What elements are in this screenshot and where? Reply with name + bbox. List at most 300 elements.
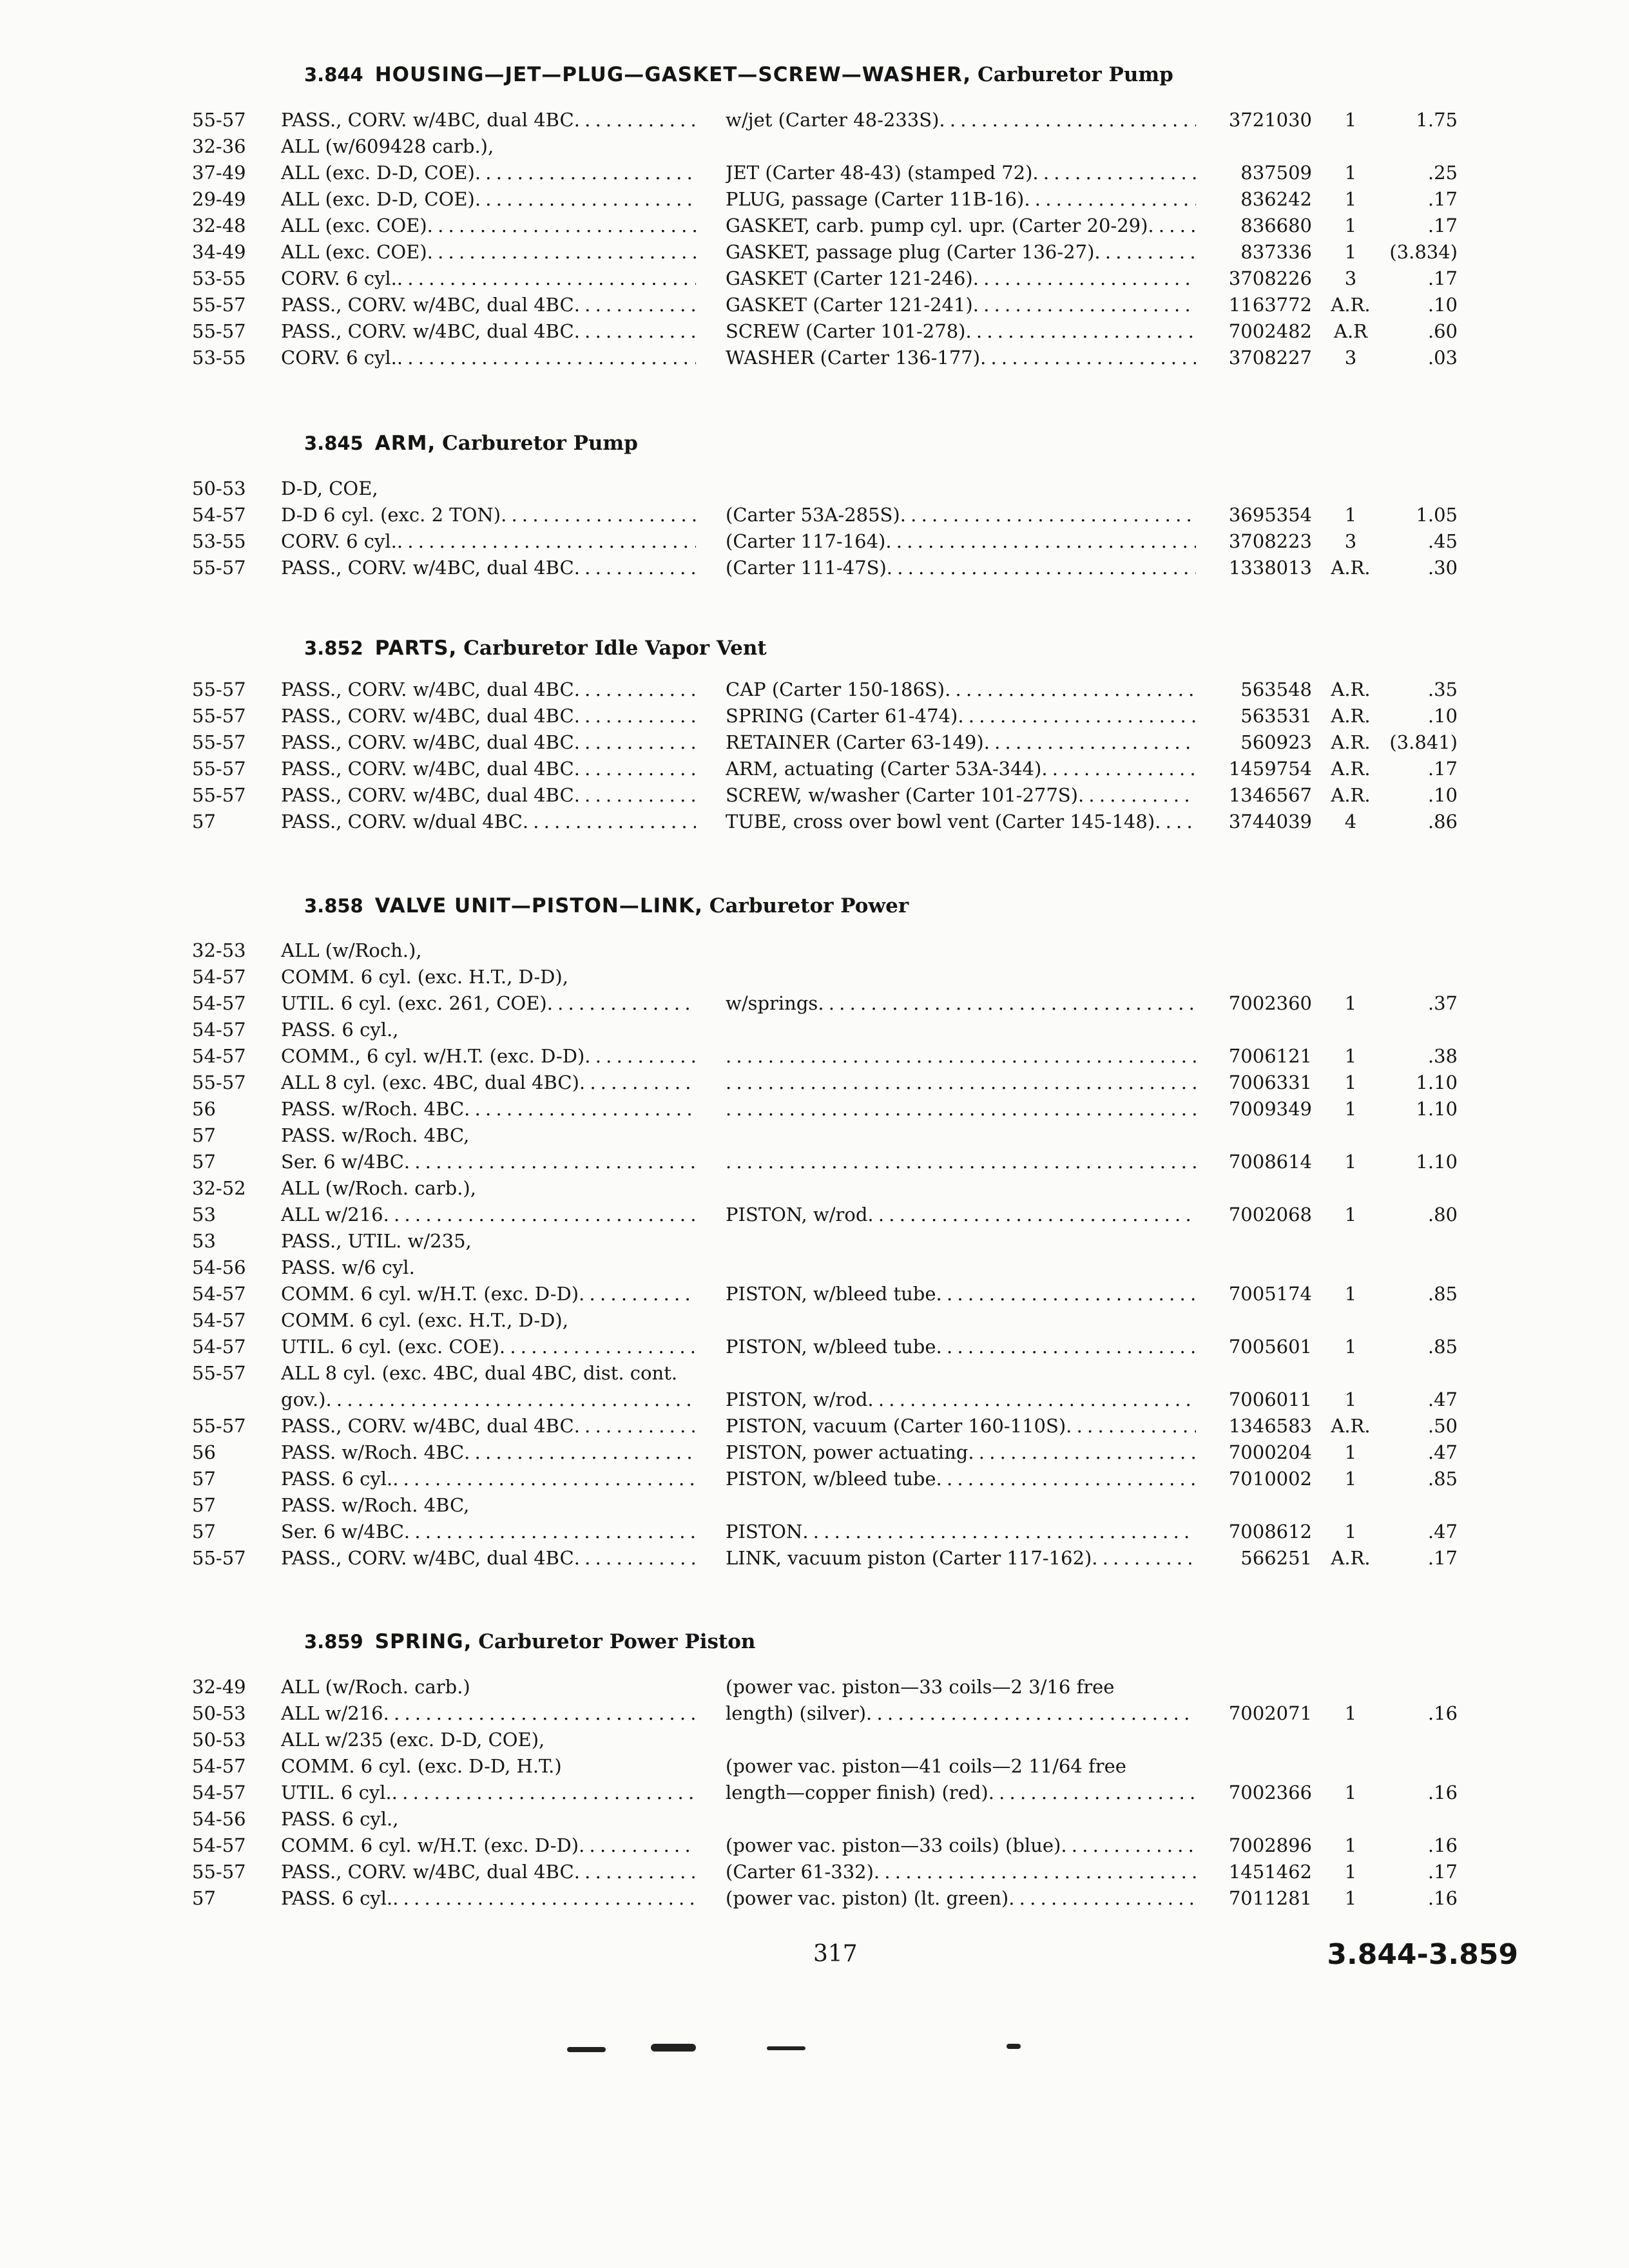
application-text: ALL (exc. COE) <box>281 241 427 263</box>
application-text: COMM. 6 cyl. w/H.T. (exc. D-D) <box>281 1834 579 1856</box>
model-years: 53 <box>192 1230 216 1252</box>
quantity: 1 <box>1344 1441 1357 1463</box>
scan-mark <box>567 2047 606 2052</box>
description <box>726 107 1196 133</box>
table-row <box>0 1281 1629 1307</box>
description <box>726 1859 1196 1885</box>
price: 1.10 <box>1416 1072 1458 1093</box>
price: .45 <box>1427 530 1458 552</box>
price: .17 <box>1427 215 1458 236</box>
application: ALL (w/Roch.), <box>281 939 422 961</box>
part-number: 7002071 <box>1228 1702 1312 1724</box>
description-text: LINK, vacuum piston (Carter 117-162) <box>726 1547 1092 1569</box>
price: .16 <box>1427 1834 1458 1856</box>
leader-dots <box>464 1096 696 1122</box>
application <box>281 186 696 213</box>
description-text: SPRING (Carter 61-474) <box>726 705 958 727</box>
part-number: 1451462 <box>1228 1861 1312 1883</box>
quantity: 1 <box>1344 1834 1357 1856</box>
description <box>726 1281 1196 1307</box>
application-text: Ser. 6 w/4BC <box>281 1151 404 1173</box>
leader-dots <box>579 1070 696 1096</box>
model-years: 54-57 <box>192 1309 246 1331</box>
parts-table <box>0 677 1629 835</box>
quantity: 1 <box>1344 992 1357 1014</box>
description-text: GASKET (Carter 121-241) <box>726 294 973 316</box>
table-row <box>0 1175 1629 1202</box>
model-years: 55-57 <box>192 109 246 131</box>
section-number: 3.858 <box>304 895 363 917</box>
price: .17 <box>1427 758 1458 780</box>
application <box>281 160 696 186</box>
quantity: A.R. <box>1331 557 1371 579</box>
description <box>726 528 1196 555</box>
table-row <box>0 1360 1629 1387</box>
leader-dots <box>1066 1413 1196 1439</box>
price: 1.10 <box>1416 1098 1458 1120</box>
description <box>726 1700 1196 1727</box>
price: .50 <box>1427 1415 1458 1437</box>
leader-dots <box>574 1545 696 1571</box>
price: .38 <box>1427 1045 1458 1067</box>
description <box>726 1202 1196 1228</box>
table-row <box>0 1070 1629 1096</box>
quantity: A.R <box>1334 320 1367 342</box>
part-number: 7006011 <box>1228 1389 1312 1410</box>
application-text: PASS. 6 cyl. <box>281 1468 393 1490</box>
table-row <box>0 809 1629 835</box>
leader-dots <box>887 555 1196 581</box>
leader-dots <box>584 1043 696 1070</box>
quantity: 1 <box>1344 1045 1357 1067</box>
quantity: A.R. <box>1331 731 1371 753</box>
part-number: 1163772 <box>1228 294 1312 316</box>
section-title <box>304 1630 755 1653</box>
application-text: COMM. 6 cyl. w/H.T. (exc. D-D) <box>281 1283 579 1305</box>
part-number: 563548 <box>1240 678 1312 700</box>
table-row <box>0 1466 1629 1492</box>
model-years: 57 <box>192 1151 216 1173</box>
table-row <box>0 1806 1629 1832</box>
table-row <box>0 1780 1629 1806</box>
leader-dots <box>1094 239 1196 265</box>
leader-dots <box>574 1859 696 1885</box>
description <box>726 703 1196 729</box>
model-years: 54-57 <box>192 1782 246 1803</box>
scan-mark <box>767 2046 805 2050</box>
model-years: 54-57 <box>192 1834 246 1856</box>
part-number: 1346583 <box>1228 1415 1312 1437</box>
part-number: 7009349 <box>1228 1098 1312 1120</box>
model-years: 56 <box>192 1098 216 1120</box>
table-row <box>0 1202 1629 1228</box>
price: .10 <box>1427 705 1458 727</box>
description <box>726 1413 1196 1439</box>
application <box>281 1281 696 1307</box>
model-years: 55-57 <box>192 731 246 753</box>
model-years: 57 <box>192 1521 216 1542</box>
leader-dots <box>392 1780 696 1806</box>
table-row <box>0 502 1629 528</box>
table-row <box>0 1413 1629 1439</box>
application <box>281 677 696 703</box>
leader-dots <box>1024 186 1196 213</box>
application <box>281 318 696 345</box>
quantity: 1 <box>1344 109 1357 131</box>
application-text: UTIL. 6 cyl. (exc. COE) <box>281 1336 499 1358</box>
application-text: PASS., CORV. w/4BC, dual 4BC <box>281 784 574 806</box>
leader-dots <box>574 756 696 782</box>
application-text: ALL (exc. D-D, COE) <box>281 162 475 184</box>
application: ALL w/235 (exc. D-D, COE), <box>281 1729 545 1751</box>
quantity: 1 <box>1344 1389 1357 1410</box>
application: ALL (w/609428 carb.), <box>281 135 494 157</box>
table-row <box>0 703 1629 729</box>
leader-dots <box>726 1149 1196 1175</box>
part-number: 566251 <box>1240 1547 1312 1569</box>
leader-dots <box>397 265 696 292</box>
model-years: 54-57 <box>192 1283 246 1305</box>
quantity: 1 <box>1344 1702 1357 1724</box>
application-text: gov.) <box>281 1389 326 1410</box>
application <box>281 1466 696 1492</box>
price: .16 <box>1427 1702 1458 1724</box>
leader-dots <box>988 1780 1196 1806</box>
model-years: 32-36 <box>192 135 246 157</box>
description-text: (power vac. piston) (lt. green) <box>726 1887 1009 1909</box>
description <box>726 1439 1196 1466</box>
leader-dots <box>885 528 1196 555</box>
section-number: 3.859 <box>304 1631 363 1653</box>
application: ALL (w/Roch. carb.), <box>281 1177 476 1199</box>
description <box>726 213 1196 239</box>
description <box>726 555 1196 581</box>
section-range: 3.844-3.859 <box>1327 1938 1518 1971</box>
application: COMM. 6 cyl. (exc. D-D, H.T.) <box>281 1755 562 1777</box>
application <box>281 756 696 782</box>
leader-dots <box>866 1700 1196 1727</box>
part-number: 7002482 <box>1228 320 1312 342</box>
table-row <box>0 107 1629 133</box>
description-text: ARM, actuating (Carter 53A-344) <box>726 758 1042 780</box>
description-text: (power vac. piston—33 coils) (blue) <box>726 1834 1061 1856</box>
model-years: 37-49 <box>192 162 246 184</box>
table-row <box>0 1885 1629 1912</box>
application: COMM. 6 cyl. (exc. H.T., D-D), <box>281 1309 568 1331</box>
leader-dots <box>579 1281 696 1307</box>
leader-dots <box>475 186 696 213</box>
table-row <box>0 1387 1629 1413</box>
application: COMM. 6 cyl. (exc. H.T., D-D), <box>281 966 568 988</box>
price: (3.834) <box>1389 241 1458 263</box>
section-title <box>304 63 1173 86</box>
application-text: PASS. 6 cyl. <box>281 1887 393 1909</box>
parts-table <box>0 476 1629 581</box>
price: .47 <box>1427 1389 1458 1410</box>
model-years: 54-57 <box>192 1755 246 1777</box>
quantity: 1 <box>1344 1098 1357 1120</box>
model-years: 55-57 <box>192 294 246 316</box>
model-years: 55-57 <box>192 784 246 806</box>
table-row <box>0 160 1629 186</box>
description-text: GASKET, passage plug (Carter 136-27) <box>726 241 1095 263</box>
leader-dots <box>936 1281 1196 1307</box>
part-number: 7002896 <box>1228 1834 1312 1856</box>
leader-dots <box>968 1439 1196 1466</box>
application <box>281 1202 696 1228</box>
leader-dots <box>523 809 696 835</box>
model-years: 53 <box>192 1204 216 1225</box>
parts-table <box>0 107 1629 371</box>
leader-dots <box>726 1096 1196 1122</box>
application <box>281 1043 696 1070</box>
part-number: 3695354 <box>1228 504 1312 526</box>
price: .10 <box>1427 294 1458 316</box>
description-text: w/springs <box>726 992 818 1014</box>
model-years: 32-48 <box>192 215 246 236</box>
quantity: A.R. <box>1331 678 1371 700</box>
application-text: ALL (exc. COE) <box>281 215 427 236</box>
model-years: 55-57 <box>192 1547 246 1569</box>
leader-dots <box>1078 782 1196 809</box>
section-title <box>304 432 638 455</box>
price: .47 <box>1427 1441 1458 1463</box>
application <box>281 239 696 265</box>
price: .30 <box>1427 557 1458 579</box>
description-text: GASKET (Carter 121-246) <box>726 267 973 289</box>
application-text: PASS., CORV. w/4BC, dual 4BC <box>281 731 574 753</box>
quantity: 1 <box>1344 1204 1357 1225</box>
section-number: 3.845 <box>304 432 363 454</box>
quantity: 1 <box>1344 162 1357 184</box>
leader-dots <box>427 239 696 265</box>
leader-dots <box>900 502 1196 528</box>
description <box>726 265 1196 292</box>
part-number: 7011281 <box>1228 1887 1312 1909</box>
table-row <box>0 265 1629 292</box>
table-row <box>0 186 1629 213</box>
quantity: 1 <box>1344 1782 1357 1803</box>
description <box>726 677 1196 703</box>
application-text: CORV. 6 cyl. <box>281 347 397 369</box>
description-text: (Carter 53A-285S) <box>726 504 900 526</box>
quantity: 3 <box>1344 347 1357 369</box>
price: .85 <box>1427 1468 1458 1490</box>
quantity: 4 <box>1344 811 1357 832</box>
leader-dots <box>397 528 696 555</box>
leader-dots <box>404 1519 696 1545</box>
model-years: 53-55 <box>192 347 246 369</box>
application: PASS. w/Roch. 4BC, <box>281 1124 470 1146</box>
leader-dots <box>1032 160 1196 186</box>
application-text: PASS., CORV. w/4BC, dual 4BC <box>281 294 574 316</box>
description-text: PISTON, w/rod <box>726 1389 868 1410</box>
application-text: PASS., CORV. w/4BC, dual 4BC <box>281 678 574 700</box>
leader-dots <box>1092 1545 1196 1571</box>
application <box>281 265 696 292</box>
quantity: 3 <box>1344 267 1357 289</box>
price: 1.05 <box>1416 504 1458 526</box>
leader-dots <box>574 107 696 133</box>
table-row <box>0 239 1629 265</box>
leader-dots <box>958 703 1196 729</box>
application-text: CORV. 6 cyl. <box>281 530 397 552</box>
table-row <box>0 937 1629 964</box>
table-row <box>0 555 1629 581</box>
price: .16 <box>1427 1887 1458 1909</box>
price: .17 <box>1427 267 1458 289</box>
table-row <box>0 1439 1629 1466</box>
application <box>281 1859 696 1885</box>
model-years: 50-53 <box>192 1702 246 1724</box>
application <box>281 1519 696 1545</box>
application <box>281 1334 696 1360</box>
price: 1.10 <box>1416 1151 1458 1173</box>
section-heading: ARM, <box>374 432 436 455</box>
part-number: 837509 <box>1240 162 1312 184</box>
part-number: 7006121 <box>1228 1045 1312 1067</box>
page-number: 317 <box>813 1941 858 1967</box>
table-row <box>0 1832 1629 1859</box>
table-row <box>0 1307 1629 1334</box>
section-number: 3.844 <box>304 64 363 86</box>
leader-dots <box>464 1439 696 1466</box>
model-years: 50-53 <box>192 1729 246 1751</box>
section-subject: Carburetor Idle Vapor Vent <box>463 637 767 660</box>
description-text: PISTON, power actuating <box>726 1441 969 1463</box>
table-row <box>0 1519 1629 1545</box>
description <box>726 1780 1196 1806</box>
table-row <box>0 1017 1629 1043</box>
table-row <box>0 133 1629 160</box>
leader-dots <box>936 1466 1196 1492</box>
table-row <box>0 1228 1629 1254</box>
leader-dots <box>984 729 1196 756</box>
application-text: PASS., CORV. w/dual 4BC <box>281 811 523 832</box>
application: ALL 8 cyl. (exc. 4BC, dual 4BC, dist. cont. <box>281 1362 678 1384</box>
leader-dots <box>547 990 696 1017</box>
table-row <box>0 1859 1629 1885</box>
model-years: 55-57 <box>192 758 246 780</box>
application <box>281 213 696 239</box>
part-number: 837336 <box>1240 241 1312 263</box>
application-text: ALL w/216 <box>281 1702 383 1724</box>
part-number: 836242 <box>1240 188 1312 210</box>
leader-dots <box>574 677 696 703</box>
application <box>281 1439 696 1466</box>
part-number: 3708227 <box>1228 347 1312 369</box>
model-years: 50-53 <box>192 477 246 499</box>
section-subject: Carburetor Pump <box>978 63 1173 86</box>
description <box>726 292 1196 318</box>
leader-dots <box>973 292 1196 318</box>
application-text: ALL (exc. D-D, COE) <box>281 188 475 210</box>
model-years: 29-49 <box>192 188 246 210</box>
table-row <box>0 1727 1629 1753</box>
table-row <box>0 1122 1629 1149</box>
application-text: PASS., CORV. w/4BC, dual 4BC <box>281 557 574 579</box>
description-text: (Carter 117-164) <box>726 530 886 552</box>
application-text: PASS., CORV. w/4BC, dual 4BC <box>281 1547 574 1569</box>
description <box>726 318 1196 345</box>
part-number: 3721030 <box>1228 109 1312 131</box>
description-text: PISTON, w/rod <box>726 1204 868 1225</box>
leader-dots <box>945 677 1196 703</box>
model-years: 55-57 <box>192 320 246 342</box>
part-number: 7002366 <box>1228 1782 1312 1803</box>
part-number: 3744039 <box>1228 811 1312 832</box>
description <box>726 1096 1196 1122</box>
description-text: PISTON, w/bleed tube <box>726 1336 936 1358</box>
leader-dots <box>475 160 696 186</box>
leader-dots <box>427 213 696 239</box>
description <box>726 186 1196 213</box>
price: 1.75 <box>1416 109 1458 131</box>
application: ALL (w/Roch. carb.) <box>281 1676 470 1698</box>
application-text: UTIL. 6 cyl. (exc. 261, COE) <box>281 992 547 1014</box>
part-number: 1338013 <box>1228 557 1312 579</box>
description-text: GASKET, carb. pump cyl. upr. (Carter 20-29) <box>726 215 1148 236</box>
part-number: 7006331 <box>1228 1072 1312 1093</box>
model-years: 32-53 <box>192 939 246 961</box>
application-text: CORV. 6 cyl. <box>281 267 397 289</box>
leader-dots <box>383 1202 696 1228</box>
description: (power vac. piston—41 coils—2 11/64 free <box>726 1755 1126 1777</box>
description <box>726 239 1196 265</box>
quantity: A.R. <box>1331 1415 1371 1437</box>
quantity: A.R. <box>1331 1547 1371 1569</box>
part-number: 1346567 <box>1228 784 1312 806</box>
quantity: A.R. <box>1331 705 1371 727</box>
leader-dots <box>802 1519 1196 1545</box>
application-text: PASS., CORV. w/4BC, dual 4BC <box>281 320 574 342</box>
application-text: PASS., CORV. w/4BC, dual 4BC <box>281 1415 574 1437</box>
application: PASS. w/Roch. 4BC, <box>281 1494 470 1516</box>
leader-dots <box>726 1043 1196 1070</box>
price: .60 <box>1427 320 1458 342</box>
quantity: A.R. <box>1331 784 1371 806</box>
description <box>726 345 1196 371</box>
application-text: PASS., CORV. w/4BC, dual 4BC <box>281 705 574 727</box>
application: PASS. 6 cyl., <box>281 1808 399 1830</box>
application-text: D-D 6 cyl. (exc. 2 TON) <box>281 504 501 526</box>
model-years: 55-57 <box>192 557 246 579</box>
model-years: 57 <box>192 1468 216 1490</box>
table-row <box>0 677 1629 703</box>
price: .47 <box>1427 1521 1458 1542</box>
application: D-D, COE, <box>281 477 378 499</box>
leader-dots <box>574 703 696 729</box>
model-years: 55-57 <box>192 705 246 727</box>
leader-dots <box>818 990 1196 1017</box>
application-text: PASS. w/Roch. 4BC <box>281 1441 465 1463</box>
description <box>726 1149 1196 1175</box>
quantity: A.R. <box>1331 758 1371 780</box>
leader-dots <box>939 107 1196 133</box>
application: PASS. w/6 cyl. <box>281 1256 415 1278</box>
description <box>726 1545 1196 1571</box>
description-text: (Carter 61-332) <box>726 1861 874 1883</box>
price: .37 <box>1427 992 1458 1014</box>
quantity: 1 <box>1344 188 1357 210</box>
description <box>726 990 1196 1017</box>
leader-dots <box>965 318 1196 345</box>
description <box>726 729 1196 756</box>
table-row <box>0 964 1629 990</box>
quantity: 1 <box>1344 1861 1357 1883</box>
leader-dots <box>383 1700 696 1727</box>
scan-mark <box>651 2044 696 2052</box>
